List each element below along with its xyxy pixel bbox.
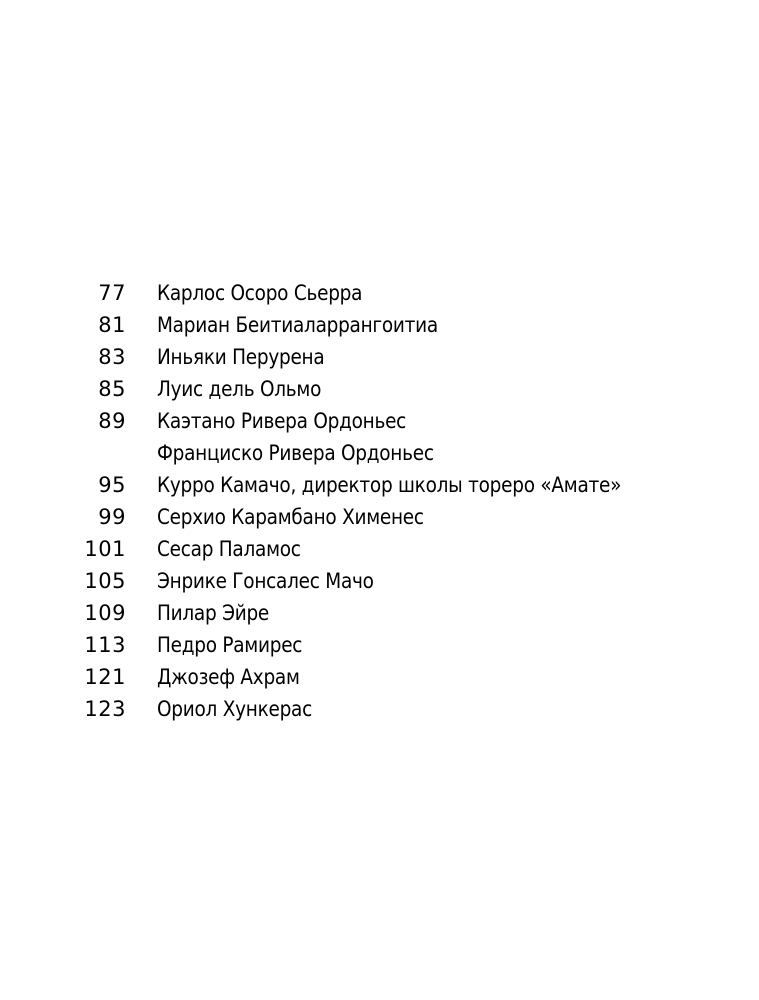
entry-title: Сесар Паламос — [157, 537, 301, 561]
toc-entry — [0, 629, 759, 661]
page-number: 105 — [84, 569, 126, 593]
table-of-contents — [0, 277, 759, 725]
page-number: 123 — [84, 697, 126, 721]
toc-entry — [0, 277, 759, 309]
page-number: 101 — [84, 537, 126, 561]
toc-entry — [0, 693, 759, 725]
page-number: 85 — [98, 377, 126, 401]
entry-title: Каэтано Ривера Ордоньес — [157, 409, 407, 433]
page-number: 81 — [98, 313, 126, 337]
toc-entry — [0, 405, 759, 437]
page-number: 109 — [84, 601, 126, 625]
entry-title: Серхио Карамбано Хименес — [157, 505, 424, 529]
page-number: 77 — [98, 281, 126, 305]
toc-entry — [0, 341, 759, 373]
page-number: 89 — [98, 409, 126, 433]
page-number: 95 — [98, 473, 126, 497]
entry-title: Луис дель Ольмо — [157, 377, 322, 401]
toc-entry — [0, 501, 759, 533]
entry-title: Мариан Беитиаларрангоитиа — [157, 313, 438, 337]
entry-title: Карлос Осоро Сьерра — [157, 281, 363, 305]
entry-title: Ориол Хункерас — [157, 697, 313, 721]
toc-entry — [0, 437, 759, 469]
toc-entry — [0, 661, 759, 693]
entry-title: Иньяки Перурена — [157, 345, 325, 369]
page-number: 121 — [84, 665, 126, 689]
toc-entry — [0, 469, 759, 501]
toc-entry — [0, 309, 759, 341]
entry-title: Педро Рамирес — [157, 633, 303, 657]
entry-title: Пилар Эйре — [157, 601, 270, 625]
toc-entry — [0, 533, 759, 565]
toc-entry — [0, 373, 759, 405]
page-number: 83 — [98, 345, 126, 369]
entry-title: Энрике Гонсалес Мачо — [157, 569, 374, 593]
toc-entry — [0, 565, 759, 597]
entry-title: Курро Камачо, директор школы тореро «Амате» — [157, 473, 622, 497]
toc-entry — [0, 597, 759, 629]
entry-title: Франциско Ривера Ордоньес — [157, 441, 434, 465]
page-number: 99 — [98, 505, 126, 529]
page-number: 113 — [84, 633, 126, 657]
entry-title: Джозеф Ахрам — [157, 665, 300, 689]
